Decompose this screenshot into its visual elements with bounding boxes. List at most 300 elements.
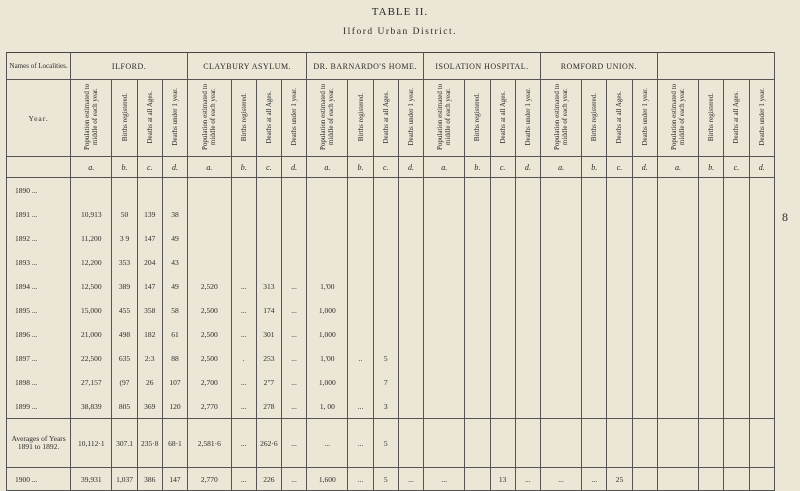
value-cell: ... [231, 394, 256, 419]
value-cell: ... [282, 274, 307, 298]
subcolumn-label: Deaths under 1 year. [523, 88, 532, 146]
value-cell [490, 322, 515, 346]
value-cell [540, 178, 581, 203]
value-cell [515, 298, 540, 322]
value-cell: 174 [256, 298, 281, 322]
value-cell [632, 394, 657, 419]
value-cell: ... [231, 468, 256, 491]
table-row [7, 370, 775, 394]
subcolumn-header [657, 80, 698, 157]
vital-statistics-table [6, 52, 775, 491]
subcolumn-header [582, 80, 607, 157]
value-cell: 50 [112, 202, 137, 226]
value-cell: ... [231, 419, 256, 468]
value-cell [699, 322, 724, 346]
table-row [7, 274, 775, 298]
value-cell: 2,500 [188, 322, 232, 346]
value-cell [424, 226, 465, 250]
value-cell [582, 322, 607, 346]
value-cell: 2:3 [137, 346, 162, 370]
value-cell [540, 394, 581, 419]
value-cell: ... [348, 394, 373, 419]
value-cell [398, 274, 423, 298]
value-cell [424, 346, 465, 370]
value-cell: 389 [112, 274, 137, 298]
value-cell [749, 298, 775, 322]
subcolumn-header [632, 80, 657, 157]
subcolumn-header [607, 80, 632, 157]
value-cell [749, 322, 775, 346]
subcolumn-header [398, 80, 423, 157]
value-cell [490, 419, 515, 468]
subcolumn-label: Births registered. [239, 92, 248, 142]
value-cell [582, 370, 607, 394]
column-letter: c. [373, 157, 398, 178]
value-cell [699, 394, 724, 419]
value-cell [632, 298, 657, 322]
value-cell [398, 394, 423, 419]
value-cell [749, 346, 775, 370]
value-cell: ... [348, 419, 373, 468]
value-cell: 226 [256, 468, 281, 491]
value-cell [424, 394, 465, 419]
value-cell [515, 370, 540, 394]
subcolumn-label: Population estimated to middle of each year. [201, 83, 218, 151]
value-cell: ... [540, 468, 581, 491]
value-cell [724, 322, 749, 346]
value-cell: 386 [137, 468, 162, 491]
value-cell [724, 226, 749, 250]
subcolumn-label: Population estimated to middle of each year. [553, 83, 570, 151]
value-cell [632, 419, 657, 468]
value-cell: 358 [137, 298, 162, 322]
year-cell: 1890 ... [7, 178, 71, 203]
value-cell [657, 274, 698, 298]
value-cell: 2"7 [256, 370, 281, 394]
value-cell [465, 202, 490, 226]
table-row [7, 226, 775, 250]
value-cell [632, 274, 657, 298]
value-cell: 235·8 [137, 419, 162, 468]
value-cell [231, 178, 256, 203]
value-cell: 10,112·1 [71, 419, 112, 468]
value-cell: 1,000 [307, 370, 348, 394]
value-cell [231, 202, 256, 226]
value-cell: ... [307, 419, 348, 468]
value-cell: 12,200 [71, 250, 112, 274]
year-cell: 1899 ... [7, 394, 71, 419]
value-cell [749, 178, 775, 203]
column-letter: a. [307, 157, 348, 178]
value-cell [699, 468, 724, 491]
value-cell [724, 370, 749, 394]
value-cell: 49 [162, 226, 187, 250]
value-cell: 2,581·6 [188, 419, 232, 468]
subcolumn-header [256, 80, 281, 157]
value-cell [749, 419, 775, 468]
value-cell: 7 [373, 370, 398, 394]
value-cell [657, 298, 698, 322]
value-cell [699, 274, 724, 298]
value-cell [582, 394, 607, 419]
value-cell [657, 202, 698, 226]
subcolumn-header [307, 80, 348, 157]
value-cell [256, 178, 281, 203]
value-cell: 88 [162, 346, 187, 370]
value-cell: 49 [162, 274, 187, 298]
value-cell: 38,839 [71, 394, 112, 419]
value-cell [515, 250, 540, 274]
value-cell: 3 9 [112, 226, 137, 250]
value-cell [490, 202, 515, 226]
value-cell [540, 250, 581, 274]
value-cell: 13 [490, 468, 515, 491]
column-letter: b. [231, 157, 256, 178]
value-cell: 353 [112, 250, 137, 274]
value-cell: ... [282, 346, 307, 370]
value-cell [348, 250, 373, 274]
column-letter: d. [515, 157, 540, 178]
value-cell: ... [398, 468, 423, 491]
value-cell [424, 202, 465, 226]
value-cell [632, 322, 657, 346]
subcolumn-label: Births registered. [590, 92, 599, 142]
value-cell [465, 226, 490, 250]
value-cell [540, 419, 581, 468]
subcolumn-header [112, 80, 137, 157]
value-cell [657, 178, 698, 203]
subcolumn-label: Deaths under 1 year. [290, 88, 299, 146]
value-cell [632, 226, 657, 250]
group-header-3: ISOLATION HOSPITAL. [424, 53, 541, 80]
value-cell [632, 250, 657, 274]
value-cell [657, 419, 698, 468]
value-cell: ... [282, 394, 307, 419]
value-cell [724, 178, 749, 203]
value-cell: 498 [112, 322, 137, 346]
value-cell [749, 202, 775, 226]
value-cell [515, 322, 540, 346]
value-cell [607, 322, 632, 346]
value-cell: 278 [256, 394, 281, 419]
letter-cell-blank [7, 157, 71, 178]
value-cell [607, 226, 632, 250]
subcolumn-label: Deaths at all Ages. [381, 90, 390, 144]
value-cell: ... [231, 274, 256, 298]
subcolumn-label: Deaths under 1 year. [640, 88, 649, 146]
value-cell [657, 226, 698, 250]
value-cell [465, 298, 490, 322]
table-row [7, 298, 775, 322]
value-cell: 11,200 [71, 226, 112, 250]
subcolumn-label: Deaths at all Ages. [264, 90, 273, 144]
value-cell [424, 370, 465, 394]
value-cell [465, 322, 490, 346]
value-cell: 1,600 [307, 468, 348, 491]
value-cell: 22,500 [71, 346, 112, 370]
column-letter: b. [582, 157, 607, 178]
value-cell [582, 274, 607, 298]
value-cell [373, 178, 398, 203]
value-cell: 635 [112, 346, 137, 370]
value-cell: 120 [162, 394, 187, 419]
column-letter: d. [162, 157, 187, 178]
subcolumn-header [724, 80, 749, 157]
subcolumn-label: Deaths at all Ages. [732, 90, 741, 144]
value-cell [724, 468, 749, 491]
value-cell: 1, 00 [307, 394, 348, 419]
value-cell: 253 [256, 346, 281, 370]
subcolumn-label: Deaths under 1 year. [170, 88, 179, 146]
value-cell [137, 178, 162, 203]
averages-row [7, 419, 775, 468]
value-cell: (97 [112, 370, 137, 394]
value-cell [398, 322, 423, 346]
value-cell [632, 370, 657, 394]
value-cell: 147 [162, 468, 187, 491]
value-cell [749, 370, 775, 394]
value-cell [657, 322, 698, 346]
table-row [7, 202, 775, 226]
column-letter: a. [71, 157, 112, 178]
column-letter: d. [632, 157, 657, 178]
value-cell [398, 298, 423, 322]
subcolumn-label: Population estimated to middle of each year. [436, 83, 453, 151]
page-title: TABLE II. [371, 6, 429, 18]
value-cell [582, 298, 607, 322]
value-cell [307, 250, 348, 274]
value-cell [724, 298, 749, 322]
subcolumn-label: Births registered. [473, 92, 482, 142]
value-cell [424, 298, 465, 322]
value-cell [632, 178, 657, 203]
value-cell: 2,500 [188, 298, 232, 322]
value-cell [657, 468, 698, 491]
subcolumn-label: Population estimated to middle of each year. [319, 83, 336, 151]
value-cell [465, 178, 490, 203]
table-row [7, 394, 775, 419]
value-cell [424, 274, 465, 298]
value-cell: 2,770 [188, 468, 232, 491]
year-cell: 1895 ... [7, 298, 71, 322]
year-cell: 1894 ... [7, 274, 71, 298]
value-cell [607, 298, 632, 322]
subcolumn-label: Deaths at all Ages. [498, 90, 507, 144]
subcolumn-label: Deaths at all Ages. [615, 90, 624, 144]
column-letter: c. [607, 157, 632, 178]
value-cell [607, 274, 632, 298]
value-cell: 43 [162, 250, 187, 274]
value-cell [373, 298, 398, 322]
value-cell: 27,157 [71, 370, 112, 394]
value-cell [540, 346, 581, 370]
value-cell: 3 [373, 394, 398, 419]
value-cell: ... [582, 468, 607, 491]
value-cell [724, 346, 749, 370]
subcolumn-header [137, 80, 162, 157]
value-cell [540, 322, 581, 346]
value-cell [256, 250, 281, 274]
value-cell: 10,913 [71, 202, 112, 226]
table-row [7, 322, 775, 346]
value-cell: 2,700 [188, 370, 232, 394]
subcolumn-label: Births registered. [120, 92, 129, 142]
year-cell: 1900 ... [7, 468, 71, 491]
value-cell [282, 250, 307, 274]
value-cell [724, 419, 749, 468]
value-cell: ... [282, 468, 307, 491]
value-cell [582, 226, 607, 250]
value-cell [540, 202, 581, 226]
value-cell [348, 226, 373, 250]
group-header-4: ROMFORD UNION. [540, 53, 657, 80]
column-letter: c. [256, 157, 281, 178]
value-cell [657, 394, 698, 419]
value-cell [582, 202, 607, 226]
year-cell: 1891 ... [7, 202, 71, 226]
value-cell [465, 250, 490, 274]
group-header-2: DR. BARNARDO'S HOME. [307, 53, 424, 80]
value-cell [699, 250, 724, 274]
value-cell: ... [231, 322, 256, 346]
value-cell [398, 250, 423, 274]
value-cell [607, 250, 632, 274]
year-header: Year. [7, 80, 71, 157]
value-cell: 21,000 [71, 322, 112, 346]
value-cell [398, 370, 423, 394]
value-cell [749, 394, 775, 419]
value-cell [582, 419, 607, 468]
value-cell: . [231, 346, 256, 370]
value-cell [657, 370, 698, 394]
subcolumn-label: Births registered. [356, 92, 365, 142]
value-cell [632, 468, 657, 491]
column-letter: b. [465, 157, 490, 178]
value-cell [749, 226, 775, 250]
page-number: 8 [782, 210, 788, 224]
value-cell [582, 250, 607, 274]
value-cell: 68·1 [162, 419, 187, 468]
value-cell: 26 [137, 370, 162, 394]
value-cell [657, 346, 698, 370]
value-cell [373, 274, 398, 298]
value-cell [490, 226, 515, 250]
column-letter: a. [424, 157, 465, 178]
subcolumn-header [540, 80, 581, 157]
value-cell: ... [424, 468, 465, 491]
value-cell [515, 178, 540, 203]
column-letter: c. [490, 157, 515, 178]
year-cell: 1898 ... [7, 370, 71, 394]
value-cell [373, 226, 398, 250]
value-cell [188, 202, 232, 226]
value-cell [307, 202, 348, 226]
value-cell: 805 [112, 394, 137, 419]
subcolumn-header [282, 80, 307, 157]
group-header-1: CLAYBURY ASYLUM. [188, 53, 307, 80]
value-cell [540, 226, 581, 250]
subcolumn-header [465, 80, 490, 157]
value-cell [515, 346, 540, 370]
subcolumn-label: Deaths at all Ages. [145, 90, 154, 144]
value-cell: ... [348, 468, 373, 491]
value-cell [348, 202, 373, 226]
value-cell [348, 370, 373, 394]
value-cell [465, 394, 490, 419]
value-cell [515, 226, 540, 250]
value-cell [465, 468, 490, 491]
column-letter: c. [724, 157, 749, 178]
subcolumn-label: Population estimated to middle of each year. [669, 83, 686, 151]
value-cell: 5 [373, 468, 398, 491]
value-cell: 204 [137, 250, 162, 274]
value-cell [749, 468, 775, 491]
value-cell [515, 274, 540, 298]
value-cell: 5 [373, 346, 398, 370]
table-row [7, 178, 775, 203]
value-cell [724, 274, 749, 298]
value-cell [657, 250, 698, 274]
subcolumn-header [71, 80, 112, 157]
column-letter: d. [749, 157, 775, 178]
column-letter: a. [188, 157, 232, 178]
value-cell [632, 346, 657, 370]
group-header-5 [657, 53, 774, 80]
value-cell [465, 274, 490, 298]
value-cell [398, 202, 423, 226]
value-cell: 2,500 [188, 346, 232, 370]
page-subtitle: Ilford Urban District. [343, 27, 457, 37]
group-header-0: ILFORD. [71, 53, 188, 80]
column-letter: d. [282, 157, 307, 178]
value-cell [699, 178, 724, 203]
table-row [7, 346, 775, 370]
value-cell [607, 419, 632, 468]
value-cell [540, 370, 581, 394]
value-cell [515, 394, 540, 419]
value-cell [490, 274, 515, 298]
subcolumn-header [188, 80, 232, 157]
value-cell [231, 250, 256, 274]
subcolumn-header [699, 80, 724, 157]
value-cell: 5 [373, 419, 398, 468]
value-cell: ... [231, 370, 256, 394]
table-row-1900 [7, 468, 775, 491]
column-letter: b. [699, 157, 724, 178]
subcolumn-header [373, 80, 398, 157]
value-cell [162, 178, 187, 203]
value-cell [582, 346, 607, 370]
value-cell [724, 250, 749, 274]
column-letter: b. [112, 157, 137, 178]
value-cell: 1,'00 [307, 274, 348, 298]
value-cell [348, 178, 373, 203]
subcolumn-label: Births registered. [707, 92, 716, 142]
value-cell [540, 274, 581, 298]
value-cell: ... [231, 298, 256, 322]
value-cell [699, 419, 724, 468]
value-cell [490, 298, 515, 322]
value-cell [282, 178, 307, 203]
value-cell [373, 322, 398, 346]
value-cell: 262·6 [256, 419, 281, 468]
value-cell: 61 [162, 322, 187, 346]
value-cell [424, 250, 465, 274]
value-cell: 369 [137, 394, 162, 419]
value-cell [749, 274, 775, 298]
value-cell [398, 419, 423, 468]
subcolumn-header [515, 80, 540, 157]
